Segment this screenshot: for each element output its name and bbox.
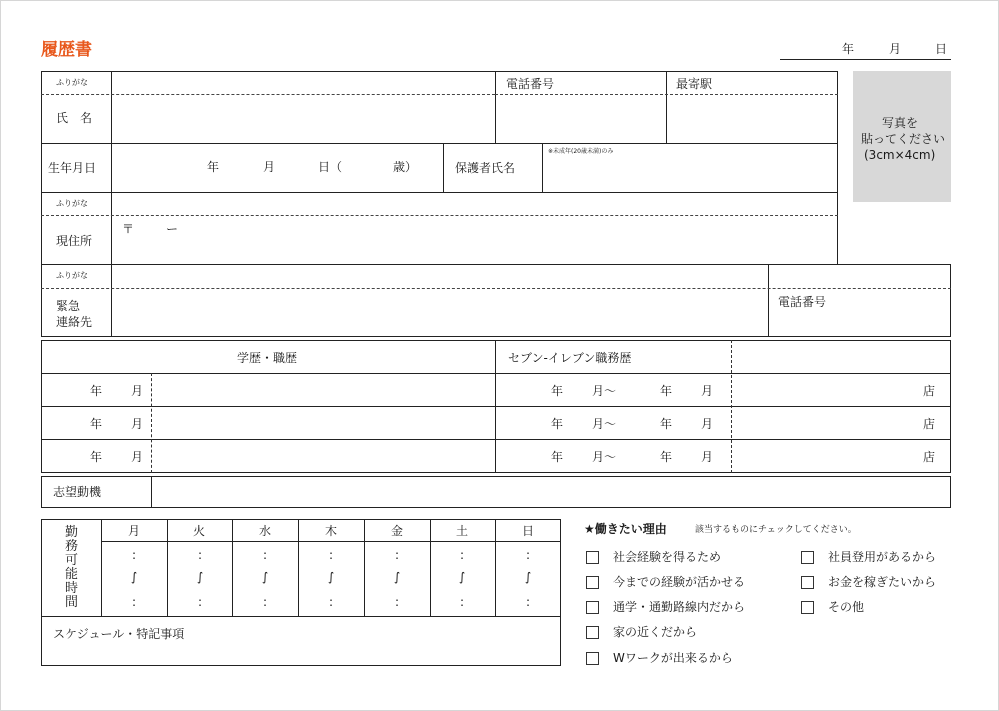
furigana-label-emergency: ふりがな bbox=[56, 271, 88, 280]
history-store-dash bbox=[731, 340, 732, 473]
time-sep-wed: ∫ bbox=[262, 570, 269, 584]
furigana-dash-2 bbox=[41, 215, 838, 216]
history-center-divider bbox=[495, 340, 496, 473]
time-sep-tue: ∫ bbox=[197, 570, 204, 584]
time-sep-thu: ∫ bbox=[328, 570, 335, 584]
furigana-label-name: ふりがな bbox=[56, 78, 88, 87]
day-divider-6 bbox=[495, 519, 496, 616]
history-header-line bbox=[41, 373, 951, 374]
reason-checkbox-commute[interactable] bbox=[586, 601, 599, 614]
seven-from-month-2: 月〜 bbox=[592, 417, 617, 431]
schedule-label: スケジュール・特記事項 bbox=[53, 627, 185, 641]
birth-day: 日（ bbox=[318, 160, 343, 174]
reason-label-experience: 今までの経験が活かせる bbox=[613, 575, 746, 589]
history-row-line-2 bbox=[41, 439, 951, 440]
seven-from-year-2: 年 bbox=[551, 417, 564, 431]
time-end-mon: : bbox=[132, 595, 137, 609]
name-label: 氏 名 bbox=[56, 111, 93, 125]
seven-to-year-2: 年 bbox=[660, 417, 673, 431]
reason-label-other: その他 bbox=[828, 600, 865, 614]
availability-label-divider bbox=[101, 519, 102, 616]
reason-checkbox-double-work[interactable] bbox=[586, 652, 599, 665]
reason-label-employee: 社員登用があるから bbox=[828, 550, 937, 564]
emergency-label-2: 連絡先 bbox=[56, 315, 93, 329]
time-end-fri: : bbox=[395, 595, 400, 609]
phone-column-divider bbox=[495, 71, 496, 143]
label-column-divider bbox=[111, 71, 112, 337]
day-mon: 月 bbox=[128, 524, 141, 538]
photo-text-2: 貼ってください bbox=[861, 132, 946, 146]
reason-label-money: お金を稼ぎたいから bbox=[828, 575, 937, 589]
date-month: 月 bbox=[889, 42, 902, 56]
availability-header-line bbox=[101, 541, 561, 542]
emergency-phone-divider bbox=[768, 264, 769, 337]
time-start-tue: : bbox=[198, 548, 203, 562]
row-line-birth bbox=[41, 192, 838, 193]
time-end-thu: : bbox=[329, 595, 334, 609]
photo-text-3: (3cm×4cm) bbox=[864, 148, 936, 162]
reason-checkbox-other[interactable] bbox=[801, 601, 814, 614]
address-label: 現住所 bbox=[56, 234, 93, 248]
seven-to-year-3: 年 bbox=[660, 450, 673, 464]
reason-checkbox-social[interactable] bbox=[586, 551, 599, 564]
seven-store-2: 店 bbox=[923, 417, 936, 431]
furigana-dash-1b bbox=[495, 94, 838, 95]
phone-label: 電話番号 bbox=[506, 77, 555, 91]
guardian-divider-2 bbox=[542, 143, 543, 192]
availability-label-char-1: 勤 bbox=[65, 525, 79, 540]
reason-checkbox-experience[interactable] bbox=[586, 576, 599, 589]
guardian-divider-1 bbox=[443, 143, 444, 192]
time-start-wed: : bbox=[263, 548, 268, 562]
day-divider-3 bbox=[298, 519, 299, 616]
history-year-2: 年 bbox=[90, 417, 103, 431]
seven-to-month-3: 月 bbox=[701, 450, 714, 464]
motivation-box bbox=[41, 476, 951, 508]
furigana-dash-3 bbox=[41, 288, 951, 289]
day-sun: 日 bbox=[522, 524, 535, 538]
history-year-3: 年 bbox=[90, 450, 103, 464]
form-title: 履歴書 bbox=[41, 40, 92, 60]
seven-from-month-1: 月〜 bbox=[592, 384, 617, 398]
history-row-line-1 bbox=[41, 406, 951, 407]
emergency-phone-label: 電話番号 bbox=[778, 295, 827, 309]
time-start-thu: : bbox=[329, 548, 334, 562]
reason-label-commute: 通学・通勤路線内だから bbox=[613, 600, 746, 614]
day-divider-2 bbox=[232, 519, 233, 616]
time-sep-sat: ∫ bbox=[459, 570, 466, 584]
motivation-divider bbox=[151, 476, 152, 508]
seven-store-3: 店 bbox=[923, 450, 936, 464]
time-start-mon: : bbox=[132, 548, 137, 562]
history-month-3: 月 bbox=[131, 450, 144, 464]
seven-to-month-2: 月 bbox=[701, 417, 714, 431]
birth-year: 年 bbox=[207, 160, 220, 174]
seven-to-year-1: 年 bbox=[660, 384, 673, 398]
day-divider-4 bbox=[364, 519, 365, 616]
education-header: 学歴・職歴 bbox=[237, 351, 298, 365]
availability-label-char-6: 間 bbox=[65, 595, 79, 610]
time-end-wed: : bbox=[263, 595, 268, 609]
day-tue: 火 bbox=[193, 524, 206, 538]
availability-label-char-2: 務 bbox=[65, 539, 79, 554]
emergency-label-1: 緊急 bbox=[56, 299, 81, 313]
availability-label-char-4: 能 bbox=[65, 567, 79, 582]
history-month-2: 月 bbox=[131, 417, 144, 431]
seven-store-1: 店 bbox=[923, 384, 936, 398]
date-underline bbox=[780, 59, 951, 60]
time-start-fri: : bbox=[395, 548, 400, 562]
time-sep-fri: ∫ bbox=[394, 570, 401, 584]
reason-checkbox-near-home[interactable] bbox=[586, 626, 599, 639]
birth-age: 歳） bbox=[393, 160, 418, 174]
time-end-tue: : bbox=[198, 595, 203, 609]
time-sep-sun: ∫ bbox=[525, 570, 532, 584]
day-divider-5 bbox=[430, 519, 431, 616]
history-month-1: 月 bbox=[131, 384, 144, 398]
reasons-note: 該当するものにチェックしてください。 bbox=[695, 525, 857, 535]
day-fri: 金 bbox=[391, 524, 404, 538]
postal-mark: 〒 bbox=[122, 222, 135, 236]
photo-text-1: 写真を bbox=[882, 116, 919, 130]
reason-label-social: 社会経験を得るため bbox=[613, 550, 722, 564]
availability-bottom-line bbox=[41, 616, 561, 617]
day-divider-1 bbox=[167, 519, 168, 616]
reasons-title: ★働きたい理由 bbox=[584, 522, 667, 536]
birth-label: 生年月日 bbox=[48, 161, 97, 175]
day-sat: 土 bbox=[456, 524, 469, 538]
history-month-dash bbox=[151, 373, 152, 473]
motivation-label: 志望動機 bbox=[53, 485, 102, 499]
name-input[interactable] bbox=[113, 96, 493, 141]
station-label: 最寄駅 bbox=[676, 77, 713, 91]
time-end-sat: : bbox=[460, 595, 465, 609]
seven-history-header: セブン-イレブン職務歴 bbox=[508, 351, 632, 365]
time-start-sun: : bbox=[526, 548, 531, 562]
station-column-divider bbox=[666, 71, 667, 143]
time-sep-mon: ∫ bbox=[131, 570, 138, 584]
reason-checkbox-money[interactable] bbox=[801, 576, 814, 589]
availability-label-char-5: 時 bbox=[65, 581, 79, 596]
seven-from-year-3: 年 bbox=[551, 450, 564, 464]
seven-from-month-3: 月〜 bbox=[592, 450, 617, 464]
reason-label-double-work: Wワークが出来るから bbox=[613, 651, 733, 665]
date-day: 日 bbox=[935, 42, 948, 56]
seven-from-year-1: 年 bbox=[551, 384, 564, 398]
reason-label-near-home: 家の近くだから bbox=[613, 625, 698, 639]
guardian-note: ※未成年(20歳未満)のみ bbox=[548, 148, 614, 155]
day-thu: 木 bbox=[325, 524, 338, 538]
date-year: 年 bbox=[842, 42, 855, 56]
furigana-label-address: ふりがな bbox=[56, 199, 88, 208]
time-start-sat: : bbox=[460, 548, 465, 562]
guardian-label: 保護者氏名 bbox=[455, 161, 516, 175]
time-end-sun: : bbox=[526, 595, 531, 609]
furigana-dash-1 bbox=[41, 94, 495, 95]
postal-dash: ー bbox=[166, 222, 179, 236]
row-line-name bbox=[41, 143, 838, 144]
history-year-1: 年 bbox=[90, 384, 103, 398]
birth-month: 月 bbox=[263, 160, 276, 174]
day-wed: 水 bbox=[259, 524, 272, 538]
reason-checkbox-employee[interactable] bbox=[801, 551, 814, 564]
seven-to-month-1: 月 bbox=[701, 384, 714, 398]
availability-label-char-3: 可 bbox=[65, 553, 79, 568]
